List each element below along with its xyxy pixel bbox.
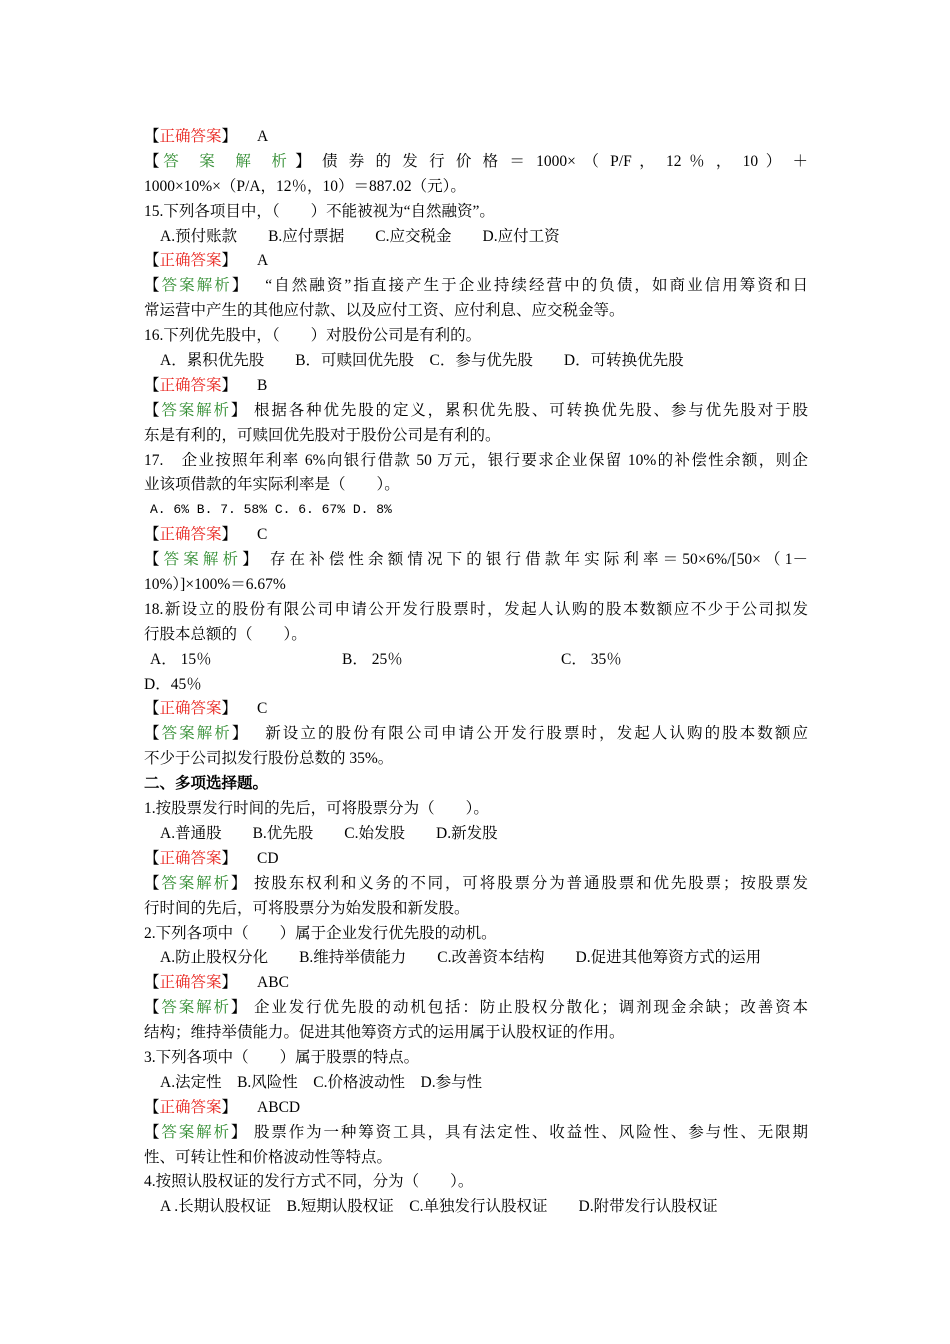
analysis-text-cont: 性、可转让性和价格波动性等特点。 [144, 1148, 393, 1166]
analysis-tag: 答案解析 [161, 999, 231, 1017]
question-17-options: A. 6% B. 7. 58% C. 6. 67% D. 8% [150, 502, 392, 518]
document-page [144, 125, 808, 1220]
correct-answer-tag: 正确答案 [159, 1098, 222, 1116]
question-15-options: A.预付账款 B.应付票据 C.应交税金 D.应付工资 [160, 227, 560, 245]
answer-line: 【正确答案】 B [144, 376, 268, 394]
answer-value: A [257, 252, 269, 270]
question-18: 18.新设立的股份有限公司申请公开发行股票时，发起人认购的股本数额应不少于公司拟发 [144, 600, 808, 618]
answer-line: 【正确答案】 A [144, 252, 269, 270]
analysis-tag: 答 案 解 析 [163, 152, 296, 170]
analysis-text: 新设立的股份有限公司申请公开发行股票时，发起人认购的股本数额应 [265, 725, 808, 743]
analysis-tag: 答案解析 [161, 401, 231, 419]
analysis-text-cont: 10%）]×100%＝6.67% [144, 576, 286, 594]
analysis-text-cont: 东是有利的，可赎回优先股对于股份公司是有利的。 [144, 426, 501, 444]
question-15: 15.下列各项目中，（ ）不能被视为“自然融资”。 [144, 202, 495, 220]
analysis-text-cont: 不少于公司拟发行股份总数的 35%。 [144, 750, 394, 768]
answer-value: CD [257, 849, 279, 867]
answer-value: C [257, 700, 268, 718]
question-18-options [144, 648, 808, 673]
question-16-options: A．累积优先股 B．可赎回优先股 C．参与优先股 D．可转换优先股 [160, 352, 684, 370]
analysis-tag: 答案解析 [161, 874, 231, 892]
question-m4: 4.按照认股权证的发行方式不同，分为（ ）。 [144, 1173, 474, 1191]
option-c: C． 35％ [561, 650, 622, 668]
question-m2: 2.下列各项中（ ）属于企业发行优先股的动机。 [144, 924, 497, 942]
analysis-text: 存在补偿性余额情况下的银行借款年实际利率＝50×6%/[50×（1－ [269, 551, 808, 569]
question-m1-options: A.普通股 B.优先股 C.始发股 D.新发股 [160, 824, 498, 842]
question-m3-options: A.法定性 B.风险性 C.价格波动性 D.参与性 [160, 1073, 483, 1091]
answer-value: A [257, 128, 269, 145]
analysis-tag: 答案解析 [161, 1123, 231, 1141]
analysis-text: “自然融资”指直接产生于企业持续经营中的负债，如商业信用筹资和日 [265, 277, 808, 295]
analysis-line: 【答案解析】 企业发行优先股的动机包括：防止股权分散化；调剂现金余缺；改善资本 [144, 999, 808, 1017]
question-18-cont: 行股本总额的（ ）。 [144, 625, 307, 643]
question-m1: 1.按股票发行时间的先后，可将股票分为（ ）。 [144, 800, 489, 818]
correct-answer-tag: 正确答案 [159, 128, 222, 145]
option-a: A． 15％ [150, 650, 212, 668]
answer-line: 【正确答案】 ABCD [144, 1098, 301, 1116]
answer-value: B [257, 376, 268, 394]
analysis-text: 根据各种优先股的定义，累积优先股、可转换优先股、参与优先股对于股 [253, 401, 808, 419]
answer-line: 【正确答案】 C [144, 526, 268, 544]
analysis-tag: 答案解析 [161, 277, 232, 295]
analysis-tag: 答案解析 [161, 725, 232, 743]
analysis-text-cont: 1000×10%×（P/A，12％，10）＝887.02（元）。 [144, 177, 466, 195]
correct-answer-tag: 正确答案 [159, 252, 222, 270]
answer-line: 【正确答案】 A [144, 128, 269, 145]
question-17-cont: 业该项借款的年实际利率是（ ）。 [144, 476, 400, 494]
question-16: 16.下列优先股中，（ ）对股份公司是有利的。 [144, 327, 482, 345]
analysis-text-cont: 结构；维持举债能力。促进其他筹资方式的运用属于认股权证的作用。 [144, 1024, 625, 1042]
answer-value: C [257, 526, 268, 544]
answer-line: 【正确答案】 CD [144, 849, 279, 867]
analysis-line: 【答案解析】 新设立的股份有限公司申请公开发行股票时，发起人认购的股本数额应 [144, 725, 808, 743]
correct-answer-tag: 正确答案 [159, 376, 222, 394]
analysis-text: 按股东权利和义务的不同，可将股票分为普通股票和优先股票；按股票发 [253, 874, 808, 892]
correct-answer-tag: 正确答案 [159, 700, 222, 718]
analysis-line: 【答 案 解 析】 债 券 的 发 行 价 格 ＝ 1000× （ P/F ， 12 ％ ， 10 ） ＋ [144, 152, 808, 170]
question-m2-options: A.防止股权分化 B.维持举债能力 C.改善资本结构 D.促进其他筹资方式的运用 [160, 949, 762, 967]
correct-answer-tag: 正确答案 [159, 849, 222, 867]
answer-line: 【正确答案】 C [144, 700, 268, 718]
option-b: B． 25％ [342, 650, 403, 668]
analysis-tag: 答案解析 [163, 551, 243, 569]
correct-answer-tag: 正确答案 [159, 974, 222, 992]
analysis-line: 【答案解析】 “自然融资”指直接产生于企业持续经营中的负债，如商业信用筹资和日 [144, 277, 808, 295]
analysis-line: 【答案解析】 存在补偿性余额情况下的银行借款年实际利率＝50×6%/[50×（1－ [144, 551, 808, 569]
question-m3: 3.下列各项中（ ）属于股票的特点。 [144, 1048, 420, 1066]
analysis-line: 【答案解析】 根据各种优先股的定义，累积优先股、可转换优先股、参与优先股对于股 [144, 401, 808, 419]
analysis-text: 企业发行优先股的动机包括：防止股权分散化；调剂现金余缺；改善资本 [253, 999, 808, 1017]
correct-answer-tag: 正确答案 [159, 526, 222, 544]
answer-value: ABCD [257, 1098, 301, 1116]
analysis-text-cont: 常运营中产生的其他应付款、以及应付工资、应付利息、应交税金等。 [144, 302, 625, 320]
analysis-text: 股票作为一种筹资工具，具有法定性、收益性、风险性、参与性、无限期 [253, 1123, 808, 1141]
analysis-line: 【答案解析】 按股东权利和义务的不同，可将股票分为普通股票和优先股票；按股票发 [144, 874, 808, 892]
answer-value: ABC [257, 974, 289, 992]
question-17: 17. 企业按照年利率 6%向银行借款 50 万元，银行要求企业保留 10%的补偿性余额，则企 [144, 451, 808, 469]
analysis-text: 债 券 的 发 行 价 格 ＝ 1000× （ P/F ， 12 ％ ， 10 ） ＋ [322, 152, 808, 170]
answer-line: 【正确答案】 ABC [144, 974, 289, 992]
section-heading: 二、多项选择题。 [144, 775, 269, 793]
option-d: D．45％ [144, 675, 202, 693]
analysis-text-cont: 行时间的先后，可将股票分为始发股和新发股。 [144, 899, 470, 917]
analysis-line: 【答案解析】 股票作为一种筹资工具，具有法定性、收益性、风险性、参与性、无限期 [144, 1123, 808, 1141]
question-m4-options: A .长期认股权证 B.短期认股权证 C.单独发行认股权证 D.附带发行认股权证 [160, 1198, 718, 1216]
